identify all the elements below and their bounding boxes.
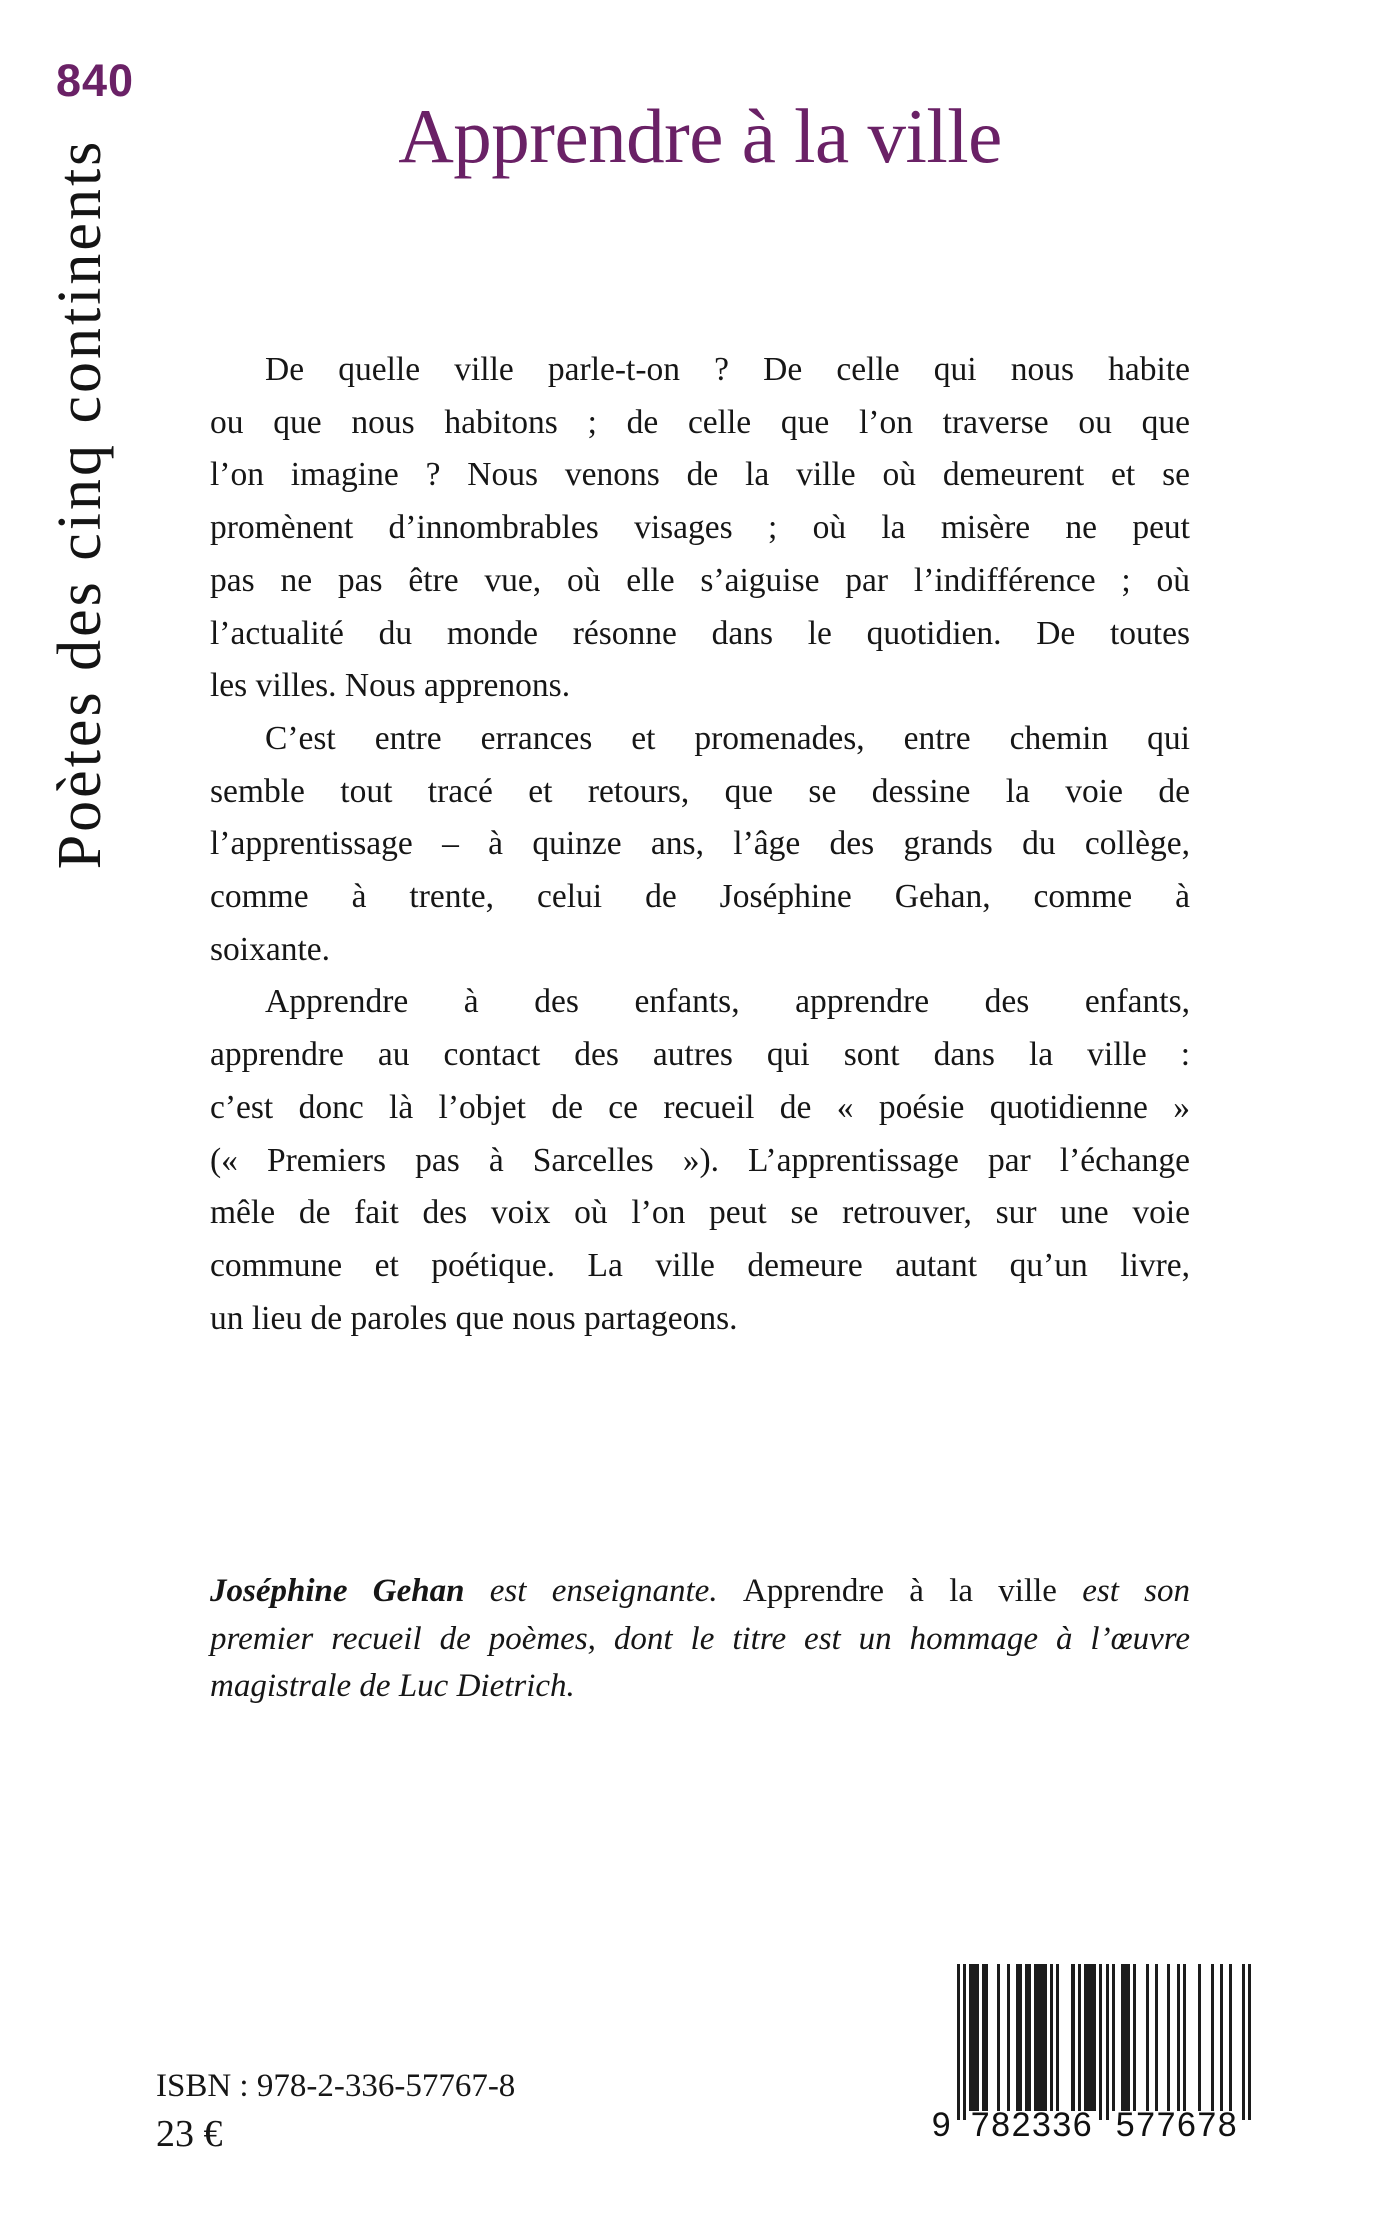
blurb-line: Apprendre à des enfants, apprendre des enfants, (265, 983, 1190, 1021)
blurb-line: commune et poétique. La ville demeure autant qu’un livre, (210, 1246, 1190, 1284)
blurb-line: ou que nous habitons ; de celle que l’on traverse ou que (210, 403, 1190, 441)
blurb-line: l’on imagine ? Nous venons de la ville où demeurent et se (210, 456, 1190, 494)
price-text: 23 € (156, 2113, 223, 2155)
blurb-line: l’actualité du monde résonne dans le quotidien. De toutes (210, 614, 1190, 652)
blurb-line: C’est entre errances et promenades, entre chemin qui (265, 719, 1190, 757)
blurb-line: les villes. Nous apprenons. (210, 667, 571, 705)
blurb-line: apprendre au contact des autres qui sont dans la ville : (210, 1036, 1190, 1074)
author-note (210, 1568, 1190, 1711)
author-note-segment: magistrale de Luc Dietrich. (210, 1668, 575, 1704)
barcode-bars (957, 1964, 1252, 2120)
blurb-line: c’est donc là l’objet de ce recueil de « poésie quotidienne » (210, 1088, 1190, 1126)
collection-number: 840 (56, 55, 135, 106)
author-note-segment: Apprendre à la ville (742, 1573, 1057, 1609)
blurb-line: mêle de fait des voix où l’on peut se retrouver, sur une voie (210, 1194, 1190, 1232)
barcode-digit-group-2: 782336 (970, 2106, 1094, 2144)
author-note-segment: premier recueil de poèmes, dont le titre est un hommage à l’œuvre (210, 1620, 1190, 1657)
author-note-line (210, 1568, 1190, 1616)
blurb (210, 344, 1190, 1345)
blurb-line: (« Premiers pas à Sarcelles »). L’apprentissage par l’échange (210, 1141, 1190, 1179)
collection-name-vertical: Poètes des cinq continents (46, 138, 114, 870)
author-note-line (210, 1616, 1190, 1664)
blurb-line: un lieu de paroles que nous partageons. (210, 1299, 738, 1337)
author-note-segment: Joséphine Gehan (210, 1573, 465, 1609)
blurb-line: l’apprentissage – à quinze ans, l’âge des grands du collège, (210, 825, 1190, 863)
author-note-segment: est son (1056, 1573, 1191, 1609)
blurb-line: De quelle ville parle-t-on ? De celle qui nous habite (265, 351, 1190, 388)
author-note-line (210, 1663, 1190, 1711)
barcode-digit-group-3: 577678 (1115, 2106, 1239, 2144)
blurb-line: soixante. (210, 930, 331, 968)
barcode (931, 1964, 1252, 2144)
blurb-line: comme à trente, celui de Joséphine Gehan, comme à (210, 878, 1190, 916)
author-note-segment: est enseignante. (464, 1573, 743, 1609)
blurb-line: promènent d’innombrables visages ; où la misère ne peut (210, 509, 1190, 547)
isbn-text: ISBN : 978-2-336-57767-8 (156, 2068, 516, 2104)
barcode-digit-group-1: 9 (931, 2106, 953, 2144)
blurb-line: semble tout tracé et retours, que se dessine la voie de (210, 772, 1190, 810)
page-title: Apprendre à la ville (398, 93, 1002, 179)
blurb-line: pas ne pas être vue, où elle s’aiguise par l’indifférence ; où (210, 561, 1190, 599)
barcode-module (1248, 1964, 1251, 2120)
